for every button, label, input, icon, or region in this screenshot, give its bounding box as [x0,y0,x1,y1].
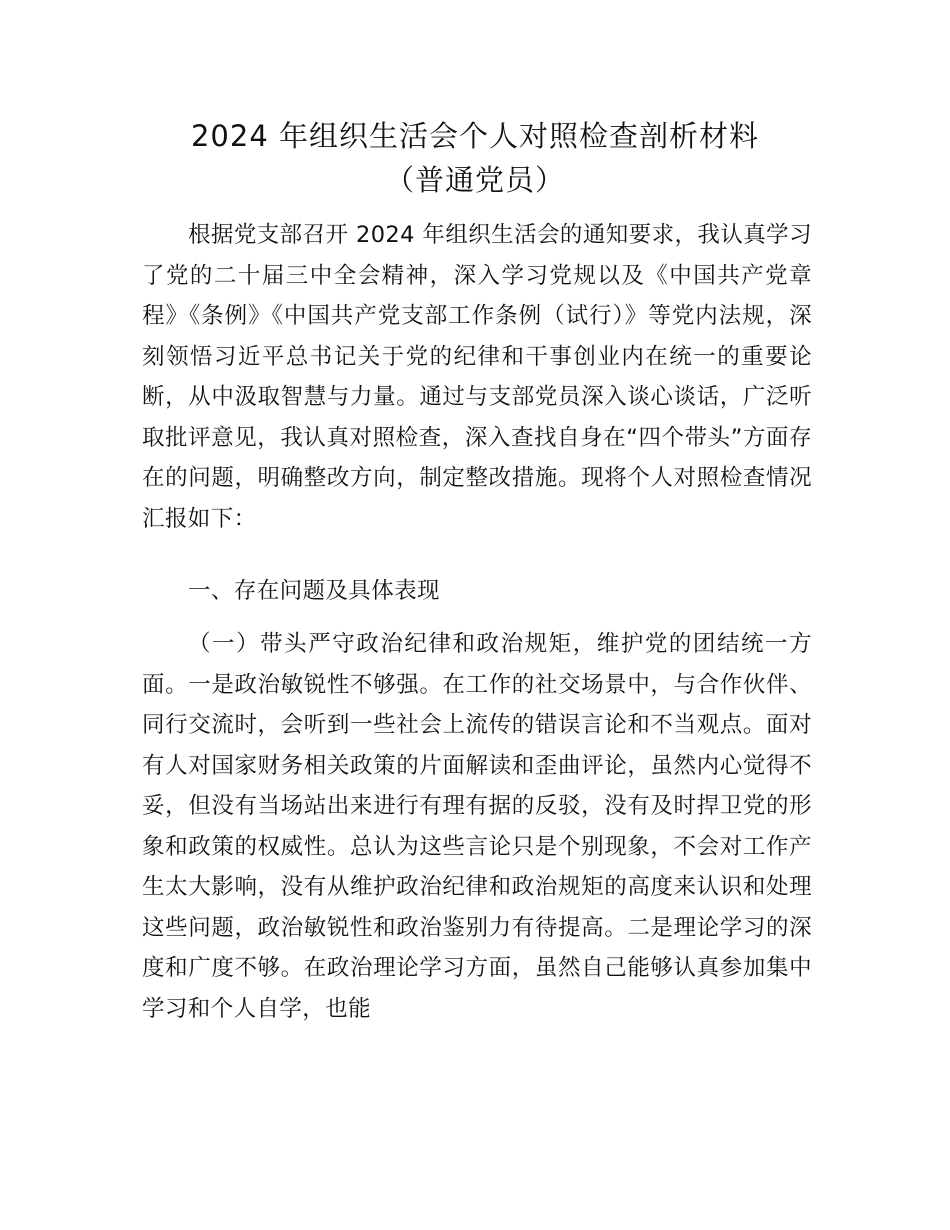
intro-paragraph: 根据党支部召开 2024 年组织生活会的通知要求，我认真学习了党的二十届三中全会精神，深入学习党规以及《中国共产党章程》《条例》《中国共产党支部工作条例（试行）》等党内法规，深刻领悟习近平总书记关于党的纪律和干事创业内在统一的重要论断，从中汲取智慧与力量。通过与支部党员深入谈心谈话，广泛听取批评意见，我认真对照检查，深入查找自身在“四个带头”方面存在的问题，明确整改方向，制定整改措施。现将个人对照检查情况汇报如下： [142,222,812,532]
document-subtitle: （普通党员） [384,163,565,197]
section-paragraph: （一）带头严守政治纪律和政治规矩，维护党的团结统一方面。一是政治敏锐性不够强。在工作的社交场景中，与合作伙伴、同行交流时，会听到一些社会上流传的错误言论和不当观点。面对有人对国家财务相关政策的片面解读和歪曲评论，虽然内心觉得不妥，但没有当场站出来进行有理有据的反驳，没有及时捍卫党的形象和政策的权威性。总认为这些言论只是个别现象，不会对工作产生太大影响，没有从维护政治纪律和政治规矩的高度来认识和处理这些问题，政治敏锐性和政治鉴别力有待提高。二是理论学习的深度和广度不够。在政治理论学习方面，虽然自己能够认真参加集中学习和个人自学，也能 [142,631,812,1022]
document-title: 2024 年组织生活会个人对照检查剖析材料 [190,119,760,153]
section-heading: 一、存在问题及具体表现 [188,578,440,604]
